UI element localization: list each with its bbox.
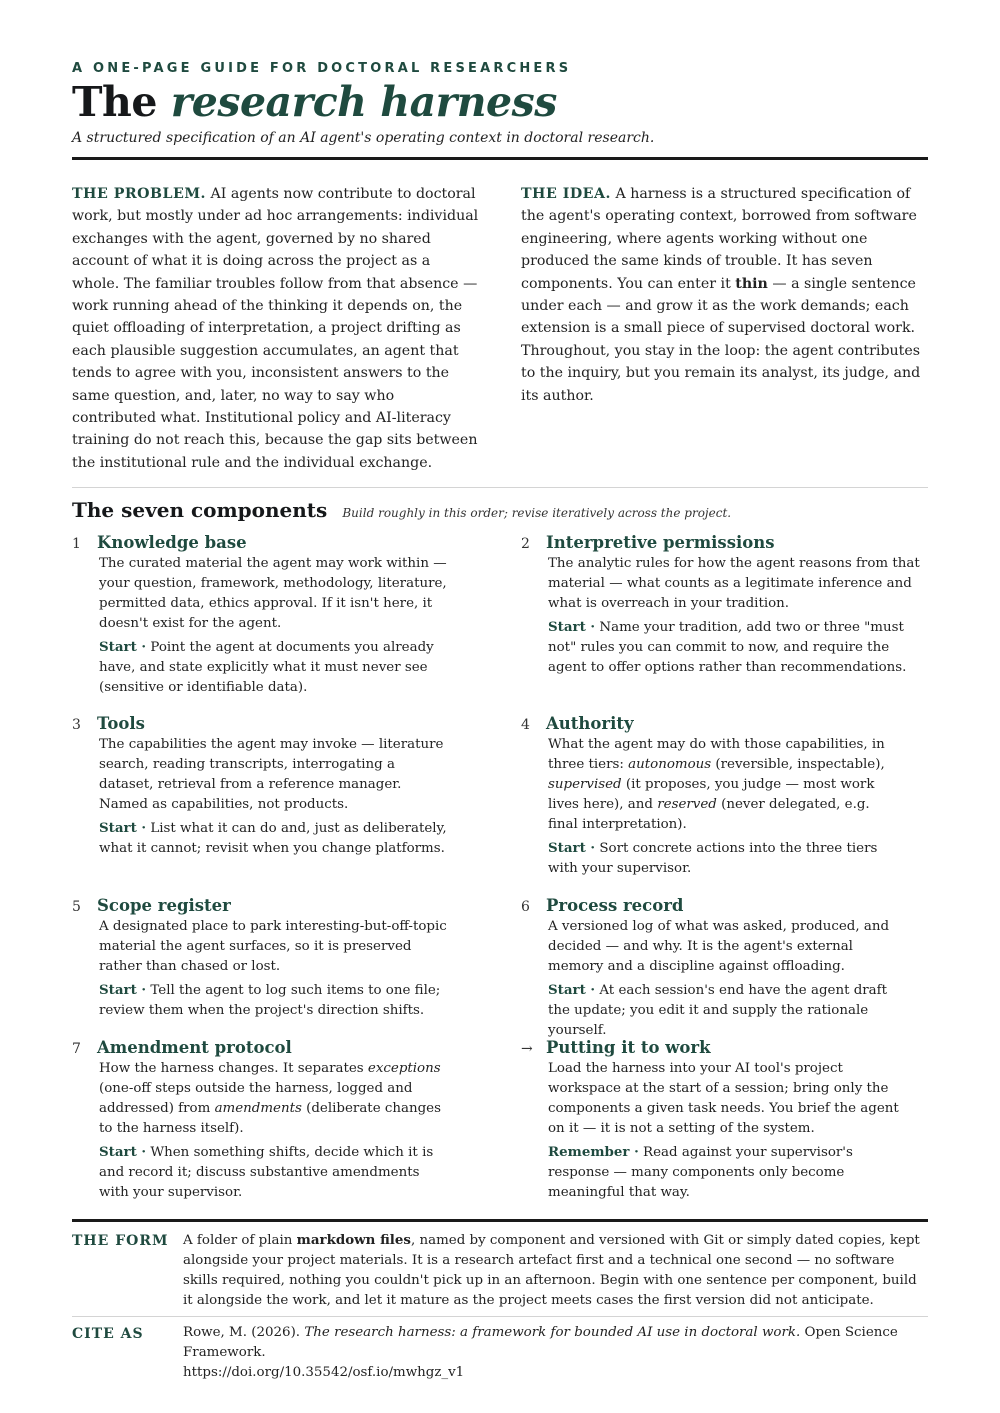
- component-authority: [521, 714, 901, 879]
- idea-text-1: A harness is a structured specification of the agent's operating context, borrowed from software engineering, where agents working without one produced the same kinds of trouble. It has seven components. You can enter it: [521, 186, 917, 292]
- start-label: Start ·: [99, 639, 147, 655]
- component-body: Load the harness into your AI tool's project workspace at the start of a session; bring only the components a given task needs. You brief the agent on it — it is not a setting of the system.: [548, 1061, 899, 1136]
- start-label: Start ·: [548, 840, 596, 856]
- title-italic: research harness: [170, 78, 557, 126]
- cite-doi[interactable]: https://doi.org/10.35542/osf.io/mwhgz_v1: [183, 1365, 465, 1380]
- authority-text-2: (reversible, inspectable),: [715, 757, 885, 772]
- component-body: A versioned log of what was asked, produced, and decided — and why. It is the agent's external memory and a discipline against offloading.: [548, 919, 890, 974]
- cite-publisher: Open Science Framework.: [183, 1325, 898, 1360]
- component-putting-it-to-work: [521, 1038, 911, 1203]
- idea-text-2: — a single sentence under each — and grow it as the work demands; each extension is a small piece of supervised doctoral work. Throughout, you stay in the loop: the agent contributes to the inquiry, but you remain its analyst, its judge, and its author.: [521, 275, 921, 404]
- tier-supervised: supervised: [548, 777, 622, 792]
- component-tools: [72, 714, 452, 859]
- component-start: [99, 637, 452, 698]
- title-plain: The: [72, 78, 157, 126]
- component-number: 4: [521, 717, 530, 733]
- component-title: Authority: [546, 714, 634, 733]
- authority-text-3: (it proposes, you judge — most work lives here), and: [548, 777, 875, 812]
- component-start: [99, 1142, 452, 1203]
- start-text: Name your tradition, add two or three "must not" rules you can commit to now, and require the agent to offer options rather than recommendations.: [548, 620, 907, 675]
- amendment-text-2: (one-off steps outside the harness, logged and addressed) from: [99, 1081, 413, 1116]
- components-note: Build roughly in this order; revise iteratively across the project.: [342, 506, 732, 520]
- term-exceptions: exceptions: [367, 1061, 441, 1076]
- component-body: The curated material the agent may work within — your question, framework, methodology, literature, permitted data, ethics approval. If it isn't here, it doesn't exist for the agent.: [99, 556, 447, 631]
- component-title: Process record: [546, 896, 684, 915]
- component-body: The analytic rules for how the agent reasons from that material — what counts as a legitimate inference and what is overreach in your tradition.: [548, 556, 920, 611]
- top-rule: [72, 157, 928, 160]
- component-title: Interpretive permissions: [546, 533, 775, 552]
- component-number: 5: [72, 899, 81, 915]
- amendment-text-1: How the harness changes. It separates: [99, 1061, 364, 1076]
- tier-reserved: reserved: [657, 797, 717, 812]
- component-number: 2: [521, 536, 530, 552]
- form-text-1: A folder of plain: [183, 1233, 293, 1248]
- remember-label: Remember ·: [548, 1144, 639, 1160]
- component-number: 7: [72, 1041, 81, 1057]
- idea-paragraph: [521, 183, 929, 407]
- form-text-2: , named by component and versioned with Git or simply dated copies, kept alongside your project materials. It is a research artefact first and a technical one second — no software skills required, nothing you couldn't pick up in an afternoon. Begin with one sentence per component, build it alongside the work, and let it mature as the project meets cases the first version did not anticipate.: [183, 1233, 920, 1308]
- component-process-record: [521, 896, 901, 1041]
- citation: [183, 1323, 928, 1383]
- term-amendments: amendments: [214, 1101, 302, 1116]
- problem-label: THE PROBLEM.: [72, 186, 206, 202]
- component-body: [548, 735, 901, 835]
- section-divider: [72, 487, 928, 488]
- component-start: [548, 617, 928, 678]
- component-title: Knowledge base: [97, 533, 247, 552]
- start-label: Start ·: [99, 820, 147, 836]
- component-title: Tools: [97, 714, 145, 733]
- amendment-text-3: (deliberate changes to the harness itself).: [99, 1101, 441, 1136]
- start-label: Start ·: [548, 982, 596, 998]
- start-label: Start ·: [99, 1144, 147, 1160]
- start-text: Point the agent at documents you already have, and state explicitly what it must never see (sensitive or identifiable data).: [99, 640, 434, 695]
- components-title: The seven components: [72, 498, 328, 522]
- authority-text-1: What the agent may do with those capabilities, in three tiers:: [548, 737, 885, 772]
- problem-paragraph: [72, 183, 480, 474]
- component-start: [99, 980, 452, 1021]
- idea-bold-term: thin: [735, 275, 768, 292]
- kicker: A ONE-PAGE GUIDE FOR DOCTORAL RESEARCHERS: [72, 61, 572, 76]
- component-knowledge-base: [72, 533, 452, 698]
- component-body: The capabilities the agent may invoke — literature search, reading transcripts, interrogating a dataset, retrieval from a reference manager. Named as capabilities, not products.: [99, 737, 444, 812]
- form-text: [183, 1230, 928, 1311]
- component-number: 6: [521, 899, 530, 915]
- cite-author: Rowe, M. (2026).: [183, 1325, 301, 1340]
- page-title: [72, 78, 557, 126]
- component-start: [548, 980, 901, 1041]
- arrow-icon: →: [521, 1041, 533, 1057]
- remember-text: Read against your supervisor's response — many components only become meaningful that way.: [548, 1145, 853, 1200]
- component-title: Putting it to work: [546, 1038, 711, 1057]
- cite-label: CITE AS: [72, 1326, 144, 1342]
- problem-text: AI agents now contribute to doctoral work, but mostly under ad hoc arrangements: individual exchanges with the agent, governed by no shared account of what it is doing across the project as a whole. The familiar troubles follow from that absence — work running ahead of the thinking it depends on, the quiet offloading of interpretation, a project drifting as each plausible suggestion accumulates, an agent that tends to agree with you, inconsistent answers to the same question, and, later, no way to say who contributed what. Institutional policy and AI-literacy training do not reach this, because the gap sits between the institutional rule and the individual exchange.: [72, 186, 479, 471]
- start-text: At each session's end have the agent draft the update; you edit it and supply the rationale yourself.: [548, 983, 888, 1038]
- page-subtitle: A structured specification of an AI agent's operating context in doctoral research.: [72, 130, 655, 146]
- cite-title: The research harness: a framework for bounded AI use in doctoral work.: [304, 1325, 801, 1340]
- component-body: [99, 1059, 452, 1139]
- footer-divider: [72, 1316, 928, 1317]
- bottom-rule: [72, 1219, 928, 1222]
- start-text: Sort concrete actions into the three tiers with your supervisor.: [548, 841, 878, 876]
- idea-label: THE IDEA.: [521, 186, 611, 202]
- component-start: [548, 838, 901, 879]
- start-text: Tell the agent to log such items to one file; review them when the project's direction shifts.: [99, 983, 441, 1018]
- authority-text-4: (never delegated, e.g. final interpretation).: [548, 797, 870, 832]
- component-number: 3: [72, 717, 81, 733]
- component-amendment-protocol: [72, 1038, 452, 1203]
- start-text: List what it can do and, just as deliberately, what it cannot; revisit when you change platforms.: [99, 821, 447, 856]
- start-label: Start ·: [99, 982, 147, 998]
- components-heading: [72, 498, 731, 522]
- start-label: Start ·: [548, 619, 596, 635]
- component-title: Amendment protocol: [97, 1038, 292, 1057]
- component-remember: [548, 1142, 911, 1203]
- form-bold-term: markdown files: [296, 1232, 411, 1248]
- component-scope-register: [72, 896, 452, 1021]
- component-number: 1: [72, 536, 81, 552]
- start-text: When something shifts, decide which it is and record it; discuss substantive amendments with your supervisor.: [99, 1145, 434, 1200]
- component-start: [99, 818, 452, 859]
- tier-autonomous: autonomous: [628, 757, 712, 772]
- form-label: THE FORM: [72, 1233, 169, 1249]
- component-body: A designated place to park interesting-but-off-topic material the agent surfaces, so it is preserved rather than chased or lost.: [99, 919, 447, 974]
- component-title: Scope register: [97, 896, 231, 915]
- component-interpretive-permissions: [521, 533, 928, 678]
